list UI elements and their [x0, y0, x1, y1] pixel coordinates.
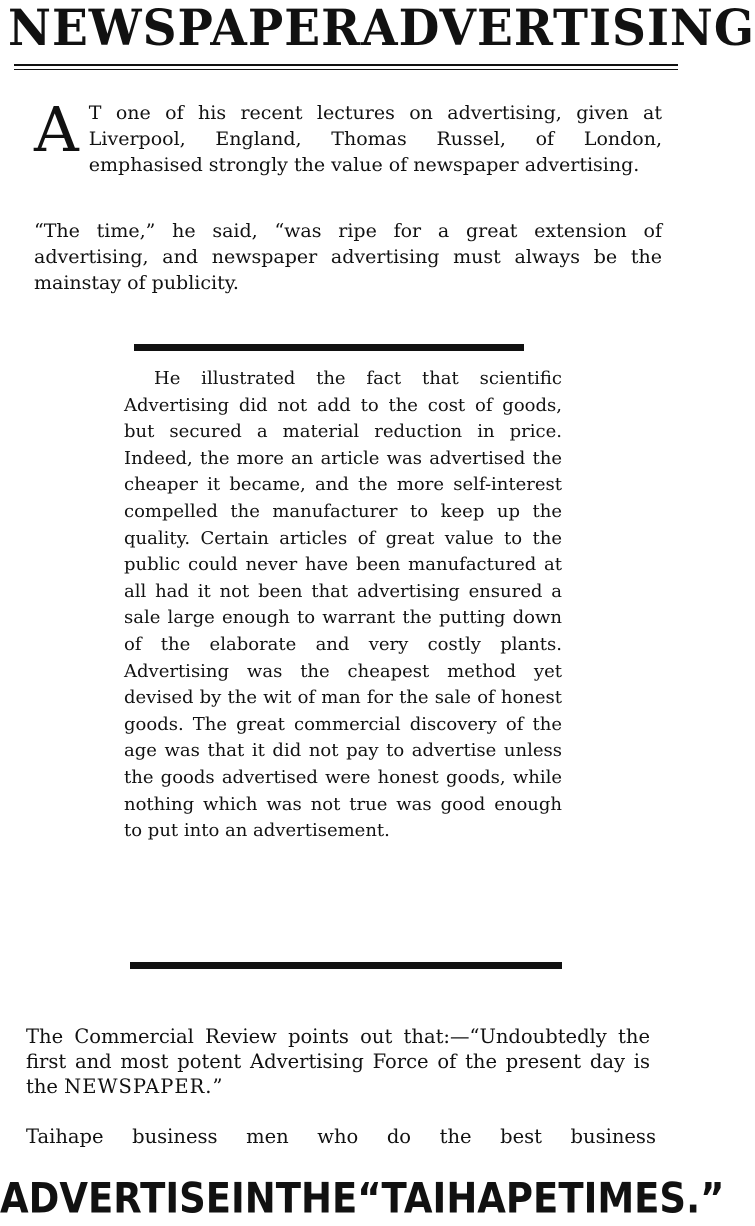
- intro-text: T one of his recent lectures on advertising, given at Liverpool, England, Thomas Russel, of London, emphasised strongly the value of newspaper advertising.: [88, 102, 662, 176]
- intro-paragraph: [34, 93, 662, 178]
- footer-slogan: [0, 1172, 725, 1226]
- commercial-review-paragraph: [26, 1024, 650, 1099]
- footer-word: “TAIHAPE: [357, 1174, 559, 1223]
- taihape-word: do: [386, 1125, 412, 1148]
- headline: [8, 0, 755, 59]
- taihape-word: business: [570, 1125, 656, 1148]
- drop-cap: A: [34, 93, 79, 166]
- taihape-word: business: [132, 1125, 218, 1148]
- review-close-quote: ”: [212, 1075, 223, 1098]
- box-top-rule: [134, 344, 524, 351]
- box-bottom-rule: [130, 962, 562, 969]
- review-emphasis: NEWSPAPER.: [64, 1075, 213, 1098]
- headline-word-advertising: ADVERTISING: [361, 0, 755, 58]
- footer-word: IN: [231, 1174, 276, 1223]
- headline-rule: [14, 64, 678, 70]
- review-text: The Commercial Review points out that:—“Undoubtedly the first and most potent Advertising Force of the present day is the: [26, 1025, 650, 1098]
- footer-word: TIMES.”: [558, 1174, 725, 1223]
- taihape-word: Taihape: [26, 1125, 104, 1148]
- taihape-business-line: [26, 1124, 656, 1150]
- headline-word-newspaper: NEWSPAPER: [8, 0, 362, 58]
- footer-word: THE: [275, 1174, 358, 1223]
- taihape-word: the: [439, 1125, 472, 1148]
- taihape-word: best: [500, 1125, 542, 1148]
- footer-word: ADVERTISE: [0, 1174, 232, 1223]
- boxed-article-text: He illustrated the fact that scientific Advertising did not add to the cost of goods, but secured a material reduction in price. Indeed, the more an article was advertised the cheaper it became, and the more self-interest compelled the manufacturer to keep up the quality. Certain articles of great value to the public could never have been manufactured at all had it not been that advertising ensured a sale large enough to warrant the putting down of the elaborate and very costly plants. Advertising was the cheapest method yet devised by the wit of man for the sale of honest goods. The great commercial discovery of the age was that it did not pay to advertise unless the goods advertised were honest goods, while nothing which was not true was good enough to put into an advertisement.: [124, 368, 562, 842]
- taihape-word: men: [246, 1125, 289, 1148]
- quote-paragraph: “The time,” he said, “was ripe for a great extension of advertising, and newspaper advertising must always be the mainstay of publicity.: [34, 220, 662, 294]
- taihape-word: who: [317, 1125, 359, 1148]
